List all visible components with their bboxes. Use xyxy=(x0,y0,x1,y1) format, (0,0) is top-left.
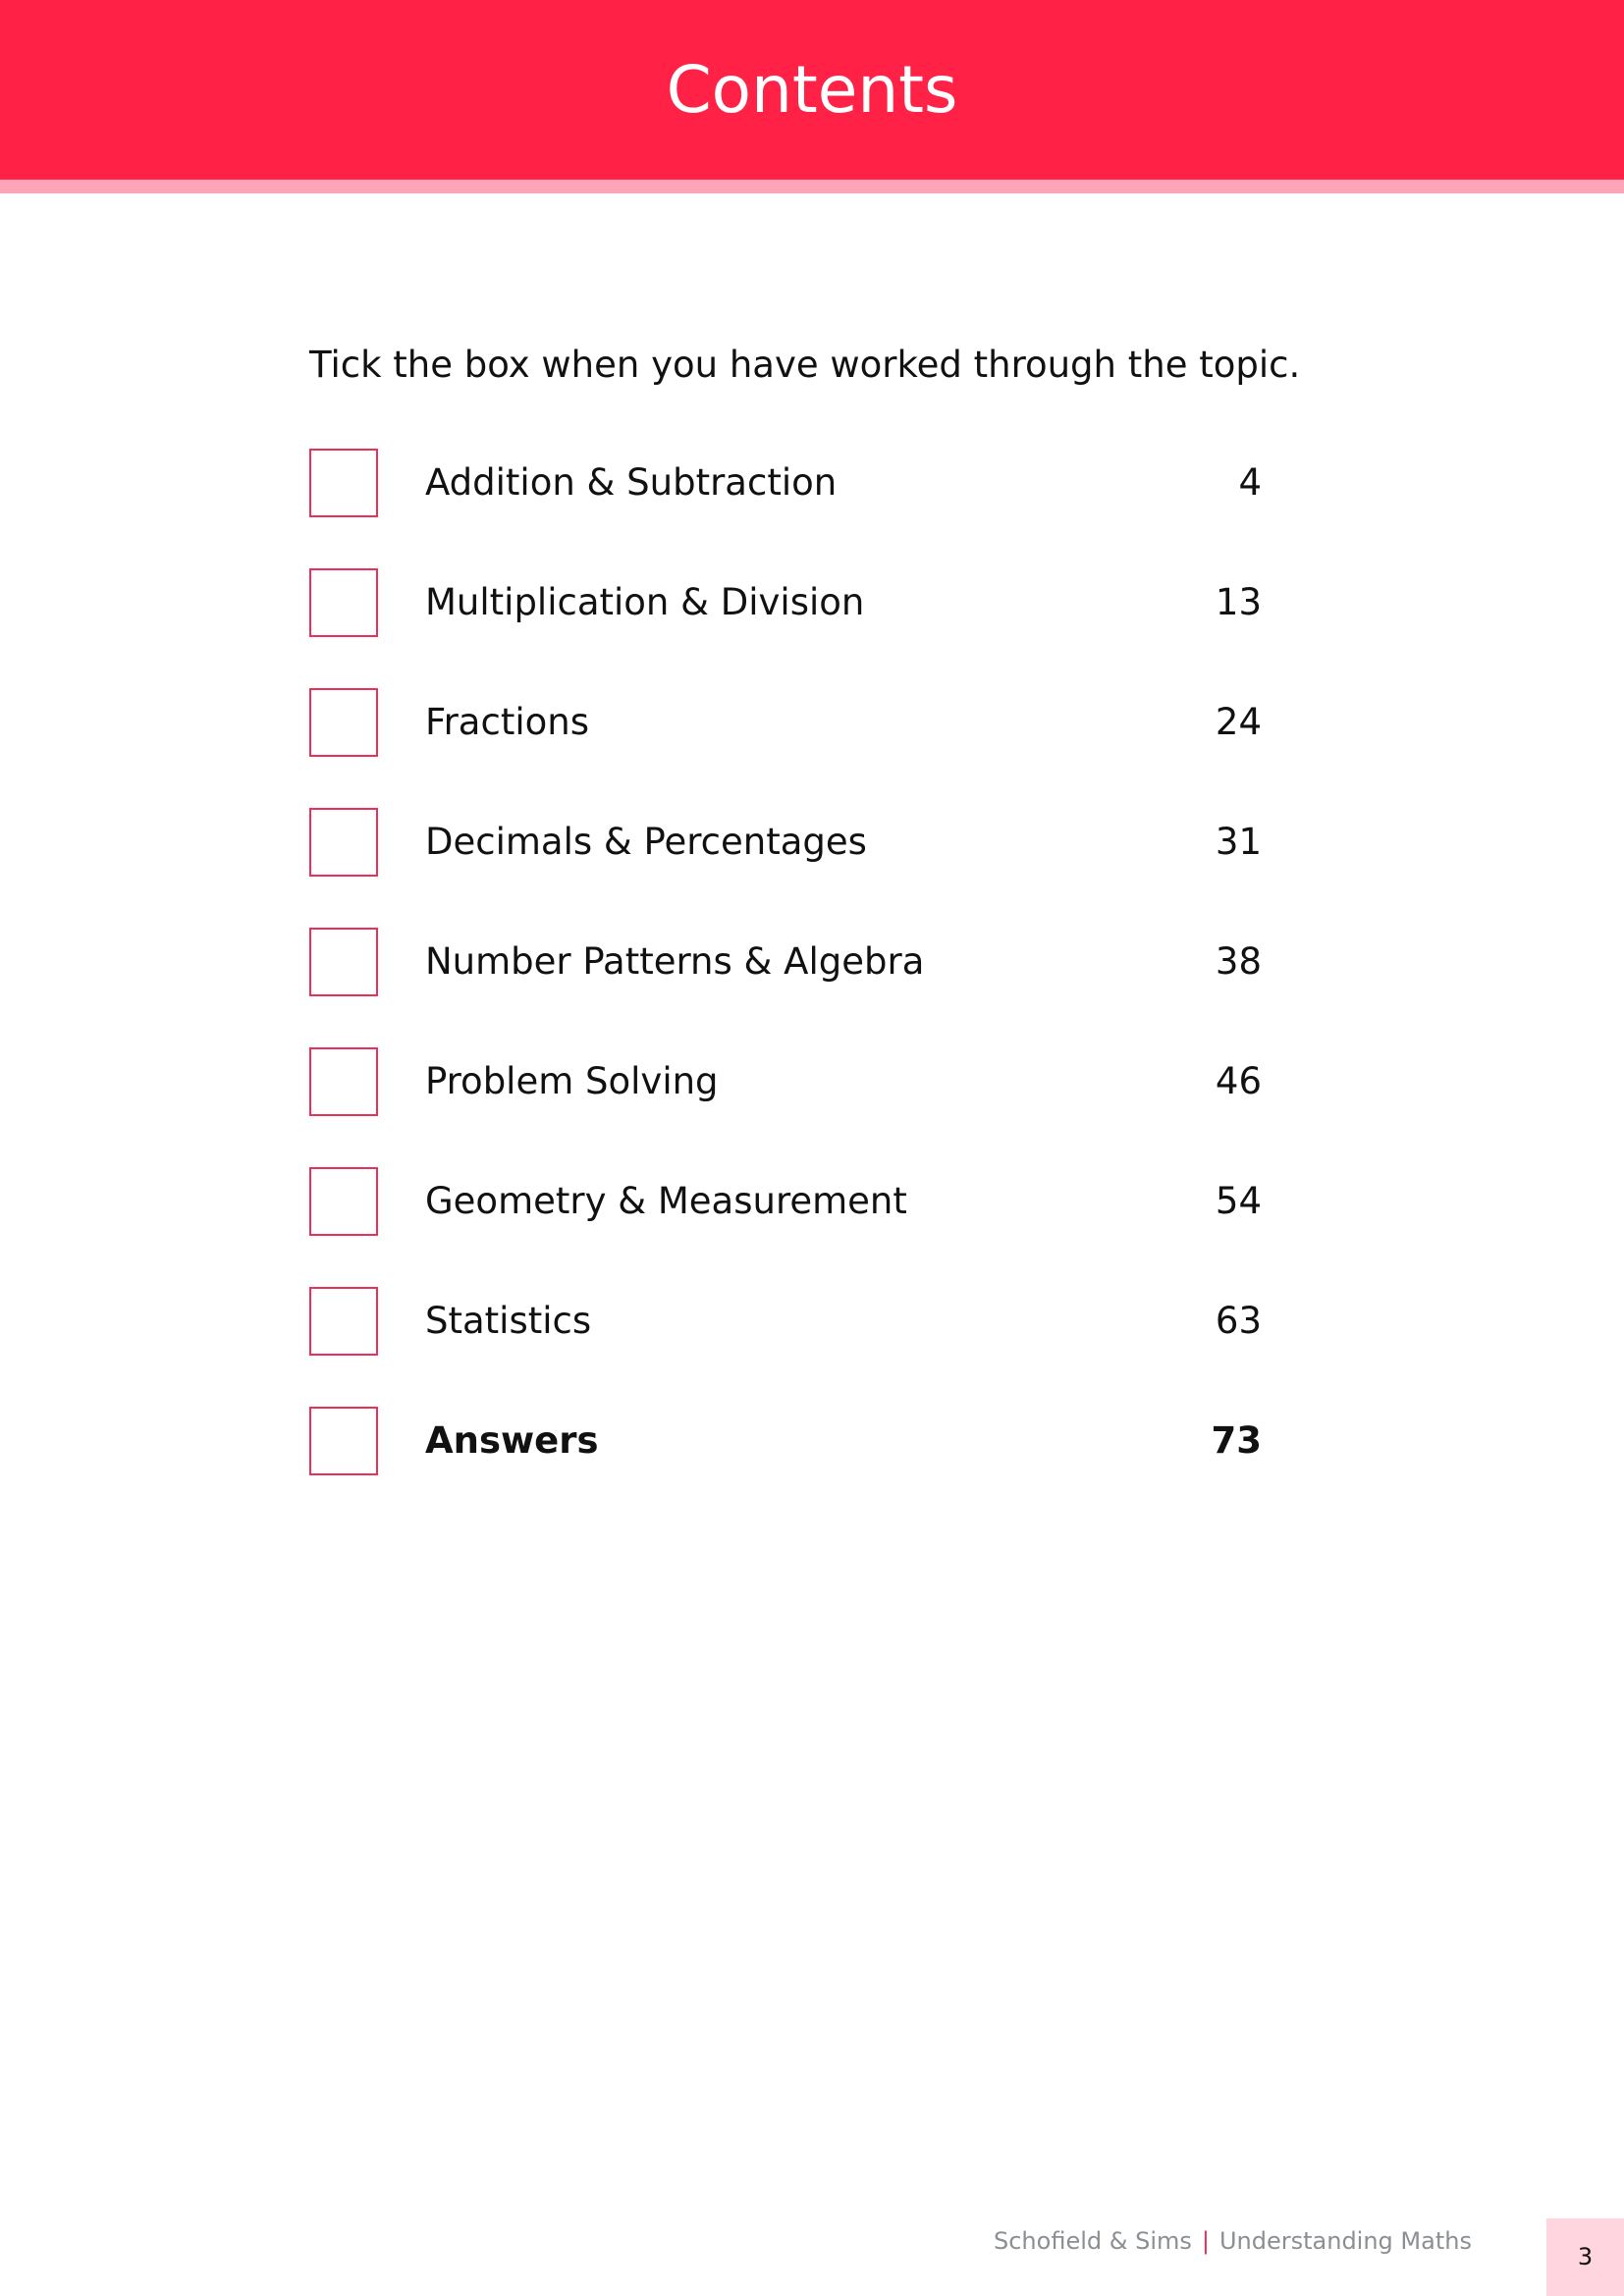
tick-box[interactable] xyxy=(309,568,378,637)
toc-item-page-number: 24 xyxy=(1215,701,1262,743)
toc-item-label: Multiplication & Division xyxy=(425,581,865,623)
toc-item-label: Statistics xyxy=(425,1300,592,1342)
toc-item-addition-subtraction xyxy=(309,449,1262,568)
toc-item-page-number: 63 xyxy=(1215,1300,1262,1342)
toc-item-multiplication-division xyxy=(309,568,1262,688)
toc-item-page-number: 54 xyxy=(1215,1180,1262,1222)
tick-box[interactable] xyxy=(309,688,378,757)
footer-publisher: Schofield & Sims xyxy=(994,2227,1192,2255)
toc-item-label: Addition & Subtraction xyxy=(425,461,838,504)
tick-box[interactable] xyxy=(309,1167,378,1236)
toc-item-label: Problem Solving xyxy=(425,1060,719,1102)
contents-list xyxy=(309,449,1262,1526)
toc-item-statistics xyxy=(309,1287,1262,1407)
toc-item-number-patterns-algebra xyxy=(309,928,1262,1047)
toc-item-page-number: 4 xyxy=(1238,461,1262,504)
toc-item-page-number: 46 xyxy=(1215,1060,1262,1102)
footer-separator: | xyxy=(1201,2227,1210,2255)
page-number: 3 xyxy=(1577,2243,1594,2270)
toc-item-fractions xyxy=(309,688,1262,808)
header-stripe xyxy=(0,180,1624,193)
tick-box[interactable] xyxy=(309,1407,378,1475)
toc-item-label: Answers xyxy=(425,1419,599,1462)
page-number-box xyxy=(1546,2218,1624,2296)
toc-item-label: Decimals & Percentages xyxy=(425,821,867,863)
toc-item-page-number: 13 xyxy=(1215,581,1262,623)
tick-box[interactable] xyxy=(309,1287,378,1356)
tick-box[interactable] xyxy=(309,449,378,517)
footer-credit xyxy=(994,2226,1472,2256)
toc-item-answers xyxy=(309,1407,1262,1526)
toc-item-decimals-percentages xyxy=(309,808,1262,928)
tick-box[interactable] xyxy=(309,928,378,996)
toc-item-page-number: 38 xyxy=(1215,940,1262,983)
toc-item-label: Fractions xyxy=(425,701,589,743)
toc-item-label: Geometry & Measurement xyxy=(425,1180,907,1222)
tick-box[interactable] xyxy=(309,1047,378,1116)
page-title: Contents xyxy=(666,52,958,128)
toc-item-geometry-measurement xyxy=(309,1167,1262,1287)
instruction-text: Tick the box when you have worked through the topic. xyxy=(309,344,1301,386)
toc-item-page-number: 31 xyxy=(1215,821,1262,863)
toc-item-page-number: 73 xyxy=(1211,1419,1262,1462)
tick-box[interactable] xyxy=(309,808,378,877)
footer-series: Understanding Maths xyxy=(1218,2227,1472,2255)
toc-item-problem-solving xyxy=(309,1047,1262,1167)
toc-item-label: Number Patterns & Algebra xyxy=(425,940,925,983)
